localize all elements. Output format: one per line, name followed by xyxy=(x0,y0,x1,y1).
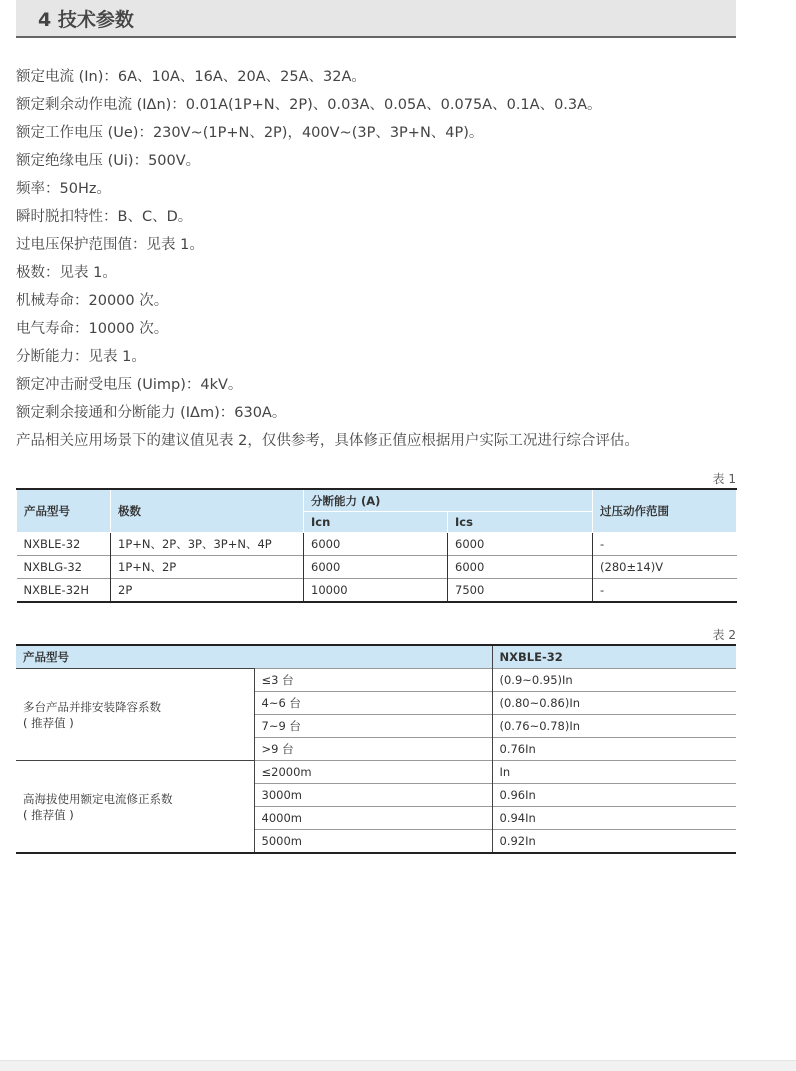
table-cell: (0.9~0.95)In xyxy=(492,669,736,692)
param-rated-insulation-voltage: 额定绝缘电压 (Ui)：500V。 xyxy=(16,153,201,169)
table-row xyxy=(17,579,737,603)
table-row xyxy=(17,556,737,579)
param-electrical-life: 电气寿命：10000 次。 xyxy=(16,321,169,337)
table-cell: 1P+N、2P、3P、3P+N、4P xyxy=(111,533,304,556)
table1-header-poles: 极数 xyxy=(111,489,304,533)
section-title: 4 技术参数 xyxy=(16,0,736,38)
table1-header-ics: Ics xyxy=(448,512,593,533)
table1-header-breaking: 分断能力 (A) xyxy=(304,489,593,512)
param-residual-making-breaking: 额定剩余接通和分断能力 (IΔm)：630A。 xyxy=(16,405,287,421)
param-frequency: 频率：50Hz。 xyxy=(16,181,111,197)
table2-group-label xyxy=(16,669,254,761)
table-cell: NXBLG-32 xyxy=(17,556,111,579)
param-impulse-voltage: 额定冲击耐受电压 (Uimp)：4kV。 xyxy=(16,377,243,393)
table-cell: (0.80~0.86)In xyxy=(492,692,736,715)
group-label-line: 高海拔使用额定电流修正系数 xyxy=(23,791,173,806)
table-cell: - xyxy=(593,579,737,603)
table2-group-label xyxy=(16,761,254,854)
table-cell: 3000m xyxy=(254,784,492,807)
table1-header-overvoltage: 过压动作范围 xyxy=(593,489,737,533)
table-cell: 4~6 台 xyxy=(254,692,492,715)
table-row xyxy=(16,669,736,692)
param-breaking-capacity: 分断能力：见表 1。 xyxy=(16,349,146,365)
table-cell: 6000 xyxy=(304,533,448,556)
param-mechanical-life: 机械寿命：20000 次。 xyxy=(16,293,169,309)
table-cell: - xyxy=(593,533,737,556)
table-cell: >9 台 xyxy=(254,738,492,761)
table2-caption: 表 2 xyxy=(712,628,736,642)
table-row xyxy=(17,533,737,556)
table-cell: 6000 xyxy=(448,556,593,579)
table-cell: In xyxy=(492,761,736,784)
table-cell: 6000 xyxy=(304,556,448,579)
group-label-line: 多台产品并排安装降容系数 xyxy=(23,699,161,714)
table-cell: ≤3 台 xyxy=(254,669,492,692)
parameter-list xyxy=(16,63,776,455)
table2-header-value: NXBLE-32 xyxy=(492,645,736,669)
table-cell: ≤2000m xyxy=(254,761,492,784)
table-cell: 6000 xyxy=(448,533,593,556)
table-cell: 7500 xyxy=(448,579,593,603)
group-label-note: ( 推荐值 ) xyxy=(23,807,74,822)
table1 xyxy=(16,488,737,603)
table-row xyxy=(16,761,736,784)
table-cell: NXBLE-32 xyxy=(17,533,111,556)
param-rated-current: 额定电流 (In)：6A、10A、16A、20A、25A、32A。 xyxy=(16,69,366,85)
table-cell: NXBLE-32H xyxy=(17,579,111,603)
table2 xyxy=(16,644,736,854)
table1-caption: 表 1 xyxy=(712,472,736,486)
table-cell: 10000 xyxy=(304,579,448,603)
table-cell: 2P xyxy=(111,579,304,603)
table-cell: 0.94In xyxy=(492,807,736,830)
table-cell: 0.76In xyxy=(492,738,736,761)
param-overvoltage-range: 过电压保护范围值：见表 1。 xyxy=(16,237,204,253)
table-cell: 7~9 台 xyxy=(254,715,492,738)
page-footer-divider xyxy=(0,1060,796,1071)
param-application-note: 产品相关应用场景下的建议值见表 2，仅供参考，具体修正值应根据用户实际工况进行综合评估。 xyxy=(16,433,639,449)
param-trip-characteristic: 瞬时脱扣特性：B、C、D。 xyxy=(16,209,193,225)
param-poles: 极数：见表 1。 xyxy=(16,265,117,281)
group-label-note: ( 推荐值 ) xyxy=(23,715,74,730)
table-cell: 1P+N、2P xyxy=(111,556,304,579)
param-rated-operating-voltage: 额定工作电压 (Ue)：230V~(1P+N、2P)，400V~(3P、3P+N、4P)。 xyxy=(16,125,484,141)
table-cell: 0.92In xyxy=(492,830,736,854)
table-cell: (0.76~0.78)In xyxy=(492,715,736,738)
table1-header-model: 产品型号 xyxy=(17,489,111,533)
table-cell: 4000m xyxy=(254,807,492,830)
table-cell: 0.96In xyxy=(492,784,736,807)
table1-header-icn: Icn xyxy=(304,512,448,533)
table2-header-model: 产品型号 xyxy=(16,645,492,669)
table-cell: 5000m xyxy=(254,830,492,854)
table-cell: (280±14)V xyxy=(593,556,737,579)
param-rated-residual-current: 额定剩余动作电流 (IΔn)：0.01A(1P+N、2P)、0.03A、0.05A、0.075A、0.1A、0.3A。 xyxy=(16,97,602,113)
